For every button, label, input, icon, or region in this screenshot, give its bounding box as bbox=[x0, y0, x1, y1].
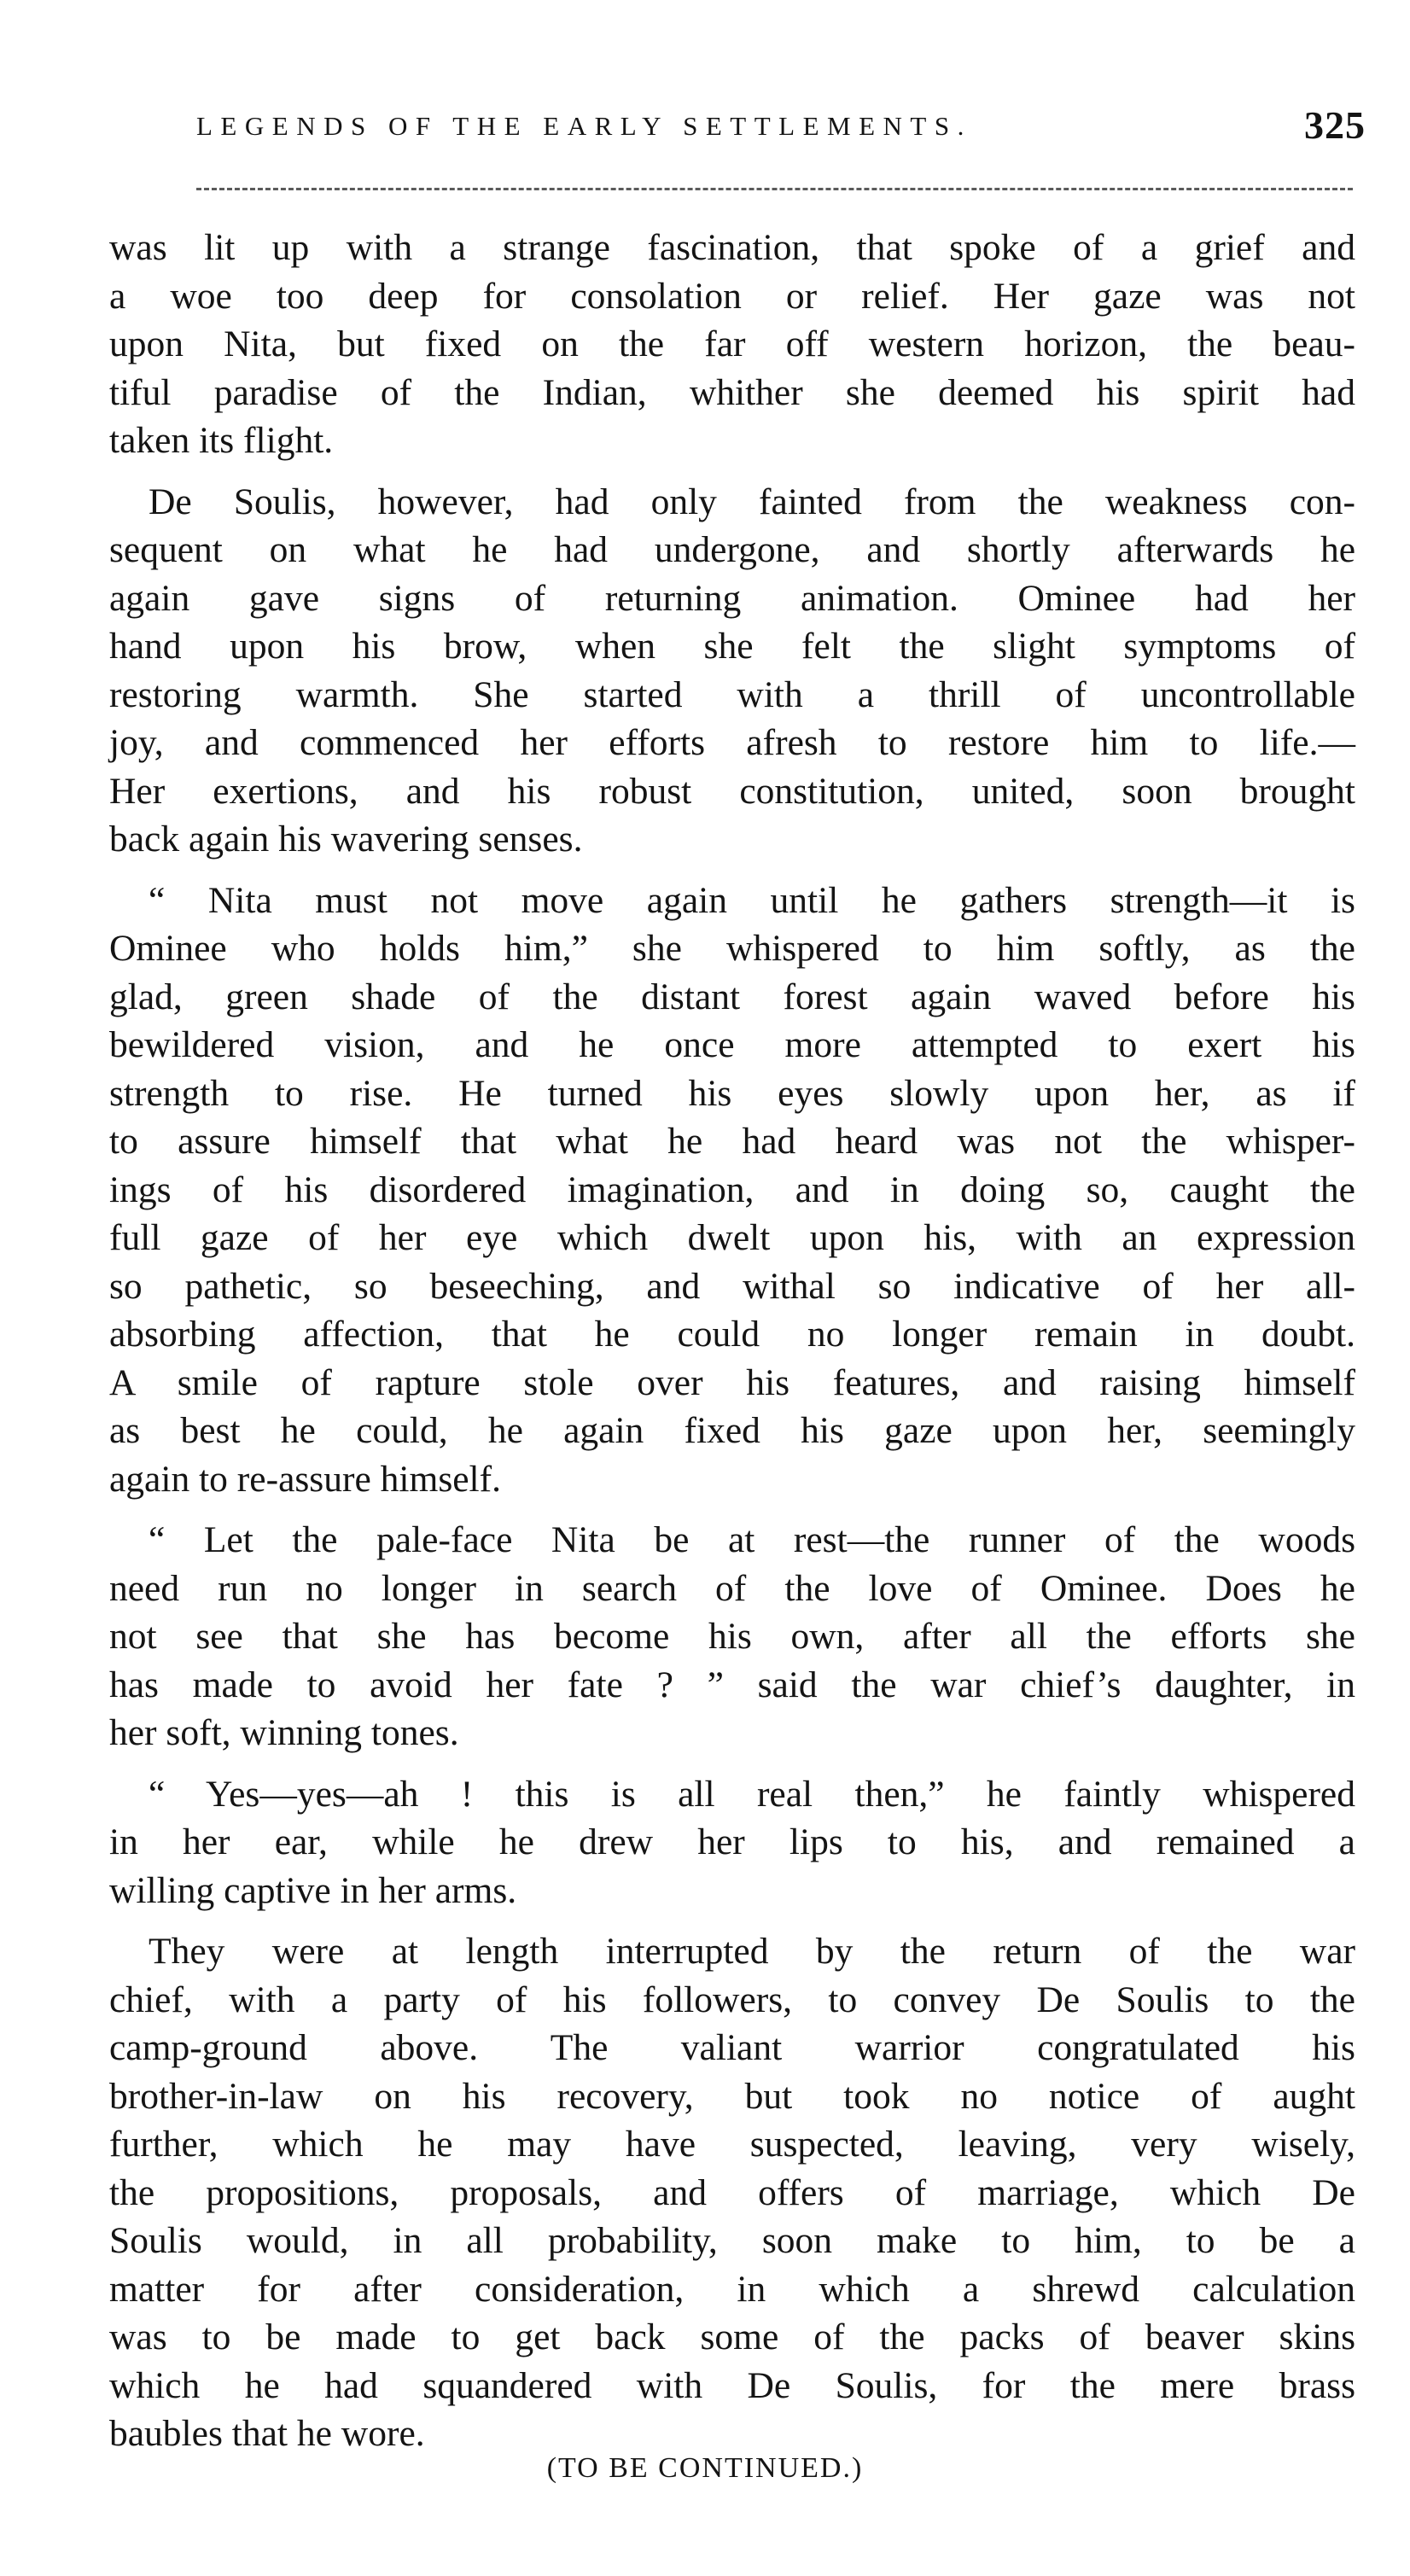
text-line: which he had squandered with De Soulis, for the mere brass bbox=[109, 2364, 1355, 2406]
text-line: chief, with a party of his followers, to convey De Soulis to the bbox=[109, 1979, 1355, 2020]
text-line: her soft, winning tones. bbox=[109, 1712, 459, 1753]
text-line: a woe too deep for consolation or relief. Her gaze was not bbox=[109, 275, 1355, 317]
text-line: further, which he may have suspected, leaving, very wisely, bbox=[109, 2124, 1355, 2165]
text-line: need run no longer in search of the love of Ominee. Does he bbox=[109, 1567, 1355, 1609]
text-line: back again his wavering senses. bbox=[109, 819, 583, 860]
text-line: They were at length interrupted by the return of the war bbox=[149, 1931, 1355, 1972]
text-line: willing captive in her arms. bbox=[109, 1869, 517, 1911]
running-head bbox=[196, 104, 1366, 155]
text-line: Ominee who holds him,” she whispered to him softly, as the bbox=[109, 928, 1355, 969]
text-line: taken its flight. bbox=[109, 420, 334, 461]
text-line: to assure himself that what he had heard was not the whisper- bbox=[109, 1121, 1355, 1162]
text-line: glad, green shade of the distant forest again waved before his bbox=[109, 976, 1355, 1017]
text-line: the propositions, proposals, and offers of marriage, which De bbox=[109, 2171, 1355, 2213]
text-line: joy, and commenced her efforts afresh to restore him to life.— bbox=[109, 722, 1355, 763]
text-line: camp-ground above. The valiant warrior congratulated his bbox=[109, 2027, 1355, 2068]
text-line: Soulis would, in all probability, soon make to him, to be a bbox=[109, 2220, 1355, 2261]
text-line: hand upon his brow, when she felt the slight symptoms of bbox=[109, 626, 1355, 667]
text-line: “ Let the pale-face Nita be at rest—the runner of the woods bbox=[149, 1519, 1355, 1560]
text-line: Her exertions, and his robust constitution, united, soon brought bbox=[109, 770, 1355, 812]
paragraph bbox=[109, 1516, 1355, 1757]
text-line: De Soulis, however, had only fainted from the weakness con- bbox=[149, 481, 1355, 522]
text-line: as best he could, he again fixed his gaze upon her, seemingly bbox=[109, 1410, 1355, 1451]
text-line: so pathetic, so beseeching, and withal so indicative of her all- bbox=[109, 1265, 1355, 1307]
body-text bbox=[109, 224, 1355, 2471]
text-line: was lit up with a strange fascination, that spoke of a grief and bbox=[109, 227, 1355, 268]
text-line: sequent on what he had undergone, and shortly afterwards he bbox=[109, 529, 1355, 570]
paragraph bbox=[109, 1770, 1355, 1915]
page-number: 325 bbox=[1304, 103, 1366, 147]
paragraph bbox=[109, 877, 1355, 1504]
text-line: restoring warmth. She started with a thrill of uncontrollable bbox=[109, 673, 1355, 715]
text-line: was to be made to get back some of the packs of beaver skins bbox=[109, 2317, 1355, 2357]
text-line: “ Yes—yes—ah ! this is all real then,” he faintly whispered bbox=[149, 1773, 1355, 1815]
paragraph bbox=[109, 1927, 1355, 2458]
text-line: “ Nita must not move again until he gathers strength—it is bbox=[149, 879, 1355, 921]
header-rule bbox=[196, 188, 1353, 190]
text-line: strength to rise. He turned his eyes slowly upon her, as if bbox=[109, 1072, 1355, 1114]
text-line: matter for after consideration, in which a shrewd calculation bbox=[109, 2268, 1355, 2310]
text-line: full gaze of her eye which dwelt upon his, with an expression bbox=[109, 1217, 1355, 1258]
text-line: A smile of rapture stole over his features, and raising himself bbox=[109, 1361, 1355, 1403]
paragraph bbox=[109, 478, 1355, 864]
to-be-continued-note: (TO BE CONTINUED.) bbox=[546, 2452, 864, 2484]
paragraph bbox=[109, 224, 1355, 465]
text-line: has made to avoid her fate ? ” said the war chief’s daughter, in bbox=[109, 1664, 1355, 1705]
text-line: in her ear, while he drew her lips to his, and remained a bbox=[109, 1821, 1355, 1862]
text-line: absorbing affection, that he could no longer remain in doubt. bbox=[109, 1314, 1355, 1355]
text-line: upon Nita, but fixed on the far off western horizon, the beau- bbox=[109, 323, 1355, 364]
text-line: brother-in-law on his recovery, but took no notice of aught bbox=[109, 2075, 1355, 2117]
text-line: again gave signs of returning animation. Ominee had her bbox=[109, 577, 1355, 619]
text-line: bewildered vision, and he once more attempted to exert his bbox=[109, 1024, 1355, 1065]
text-line: again to re-assure himself. bbox=[109, 1458, 502, 1500]
text-line: ings of his disordered imagination, and in doing so, caught the bbox=[109, 1169, 1355, 1210]
text-line: tiful paradise of the Indian, whither she deemed his spirit had bbox=[109, 371, 1355, 413]
text-line: not see that she has become his own, after all the efforts she bbox=[109, 1616, 1355, 1657]
text-line: baubles that he wore. bbox=[109, 2413, 425, 2454]
running-title: LEGENDS OF THE EARLY SETTLEMENTS. bbox=[196, 111, 972, 141]
